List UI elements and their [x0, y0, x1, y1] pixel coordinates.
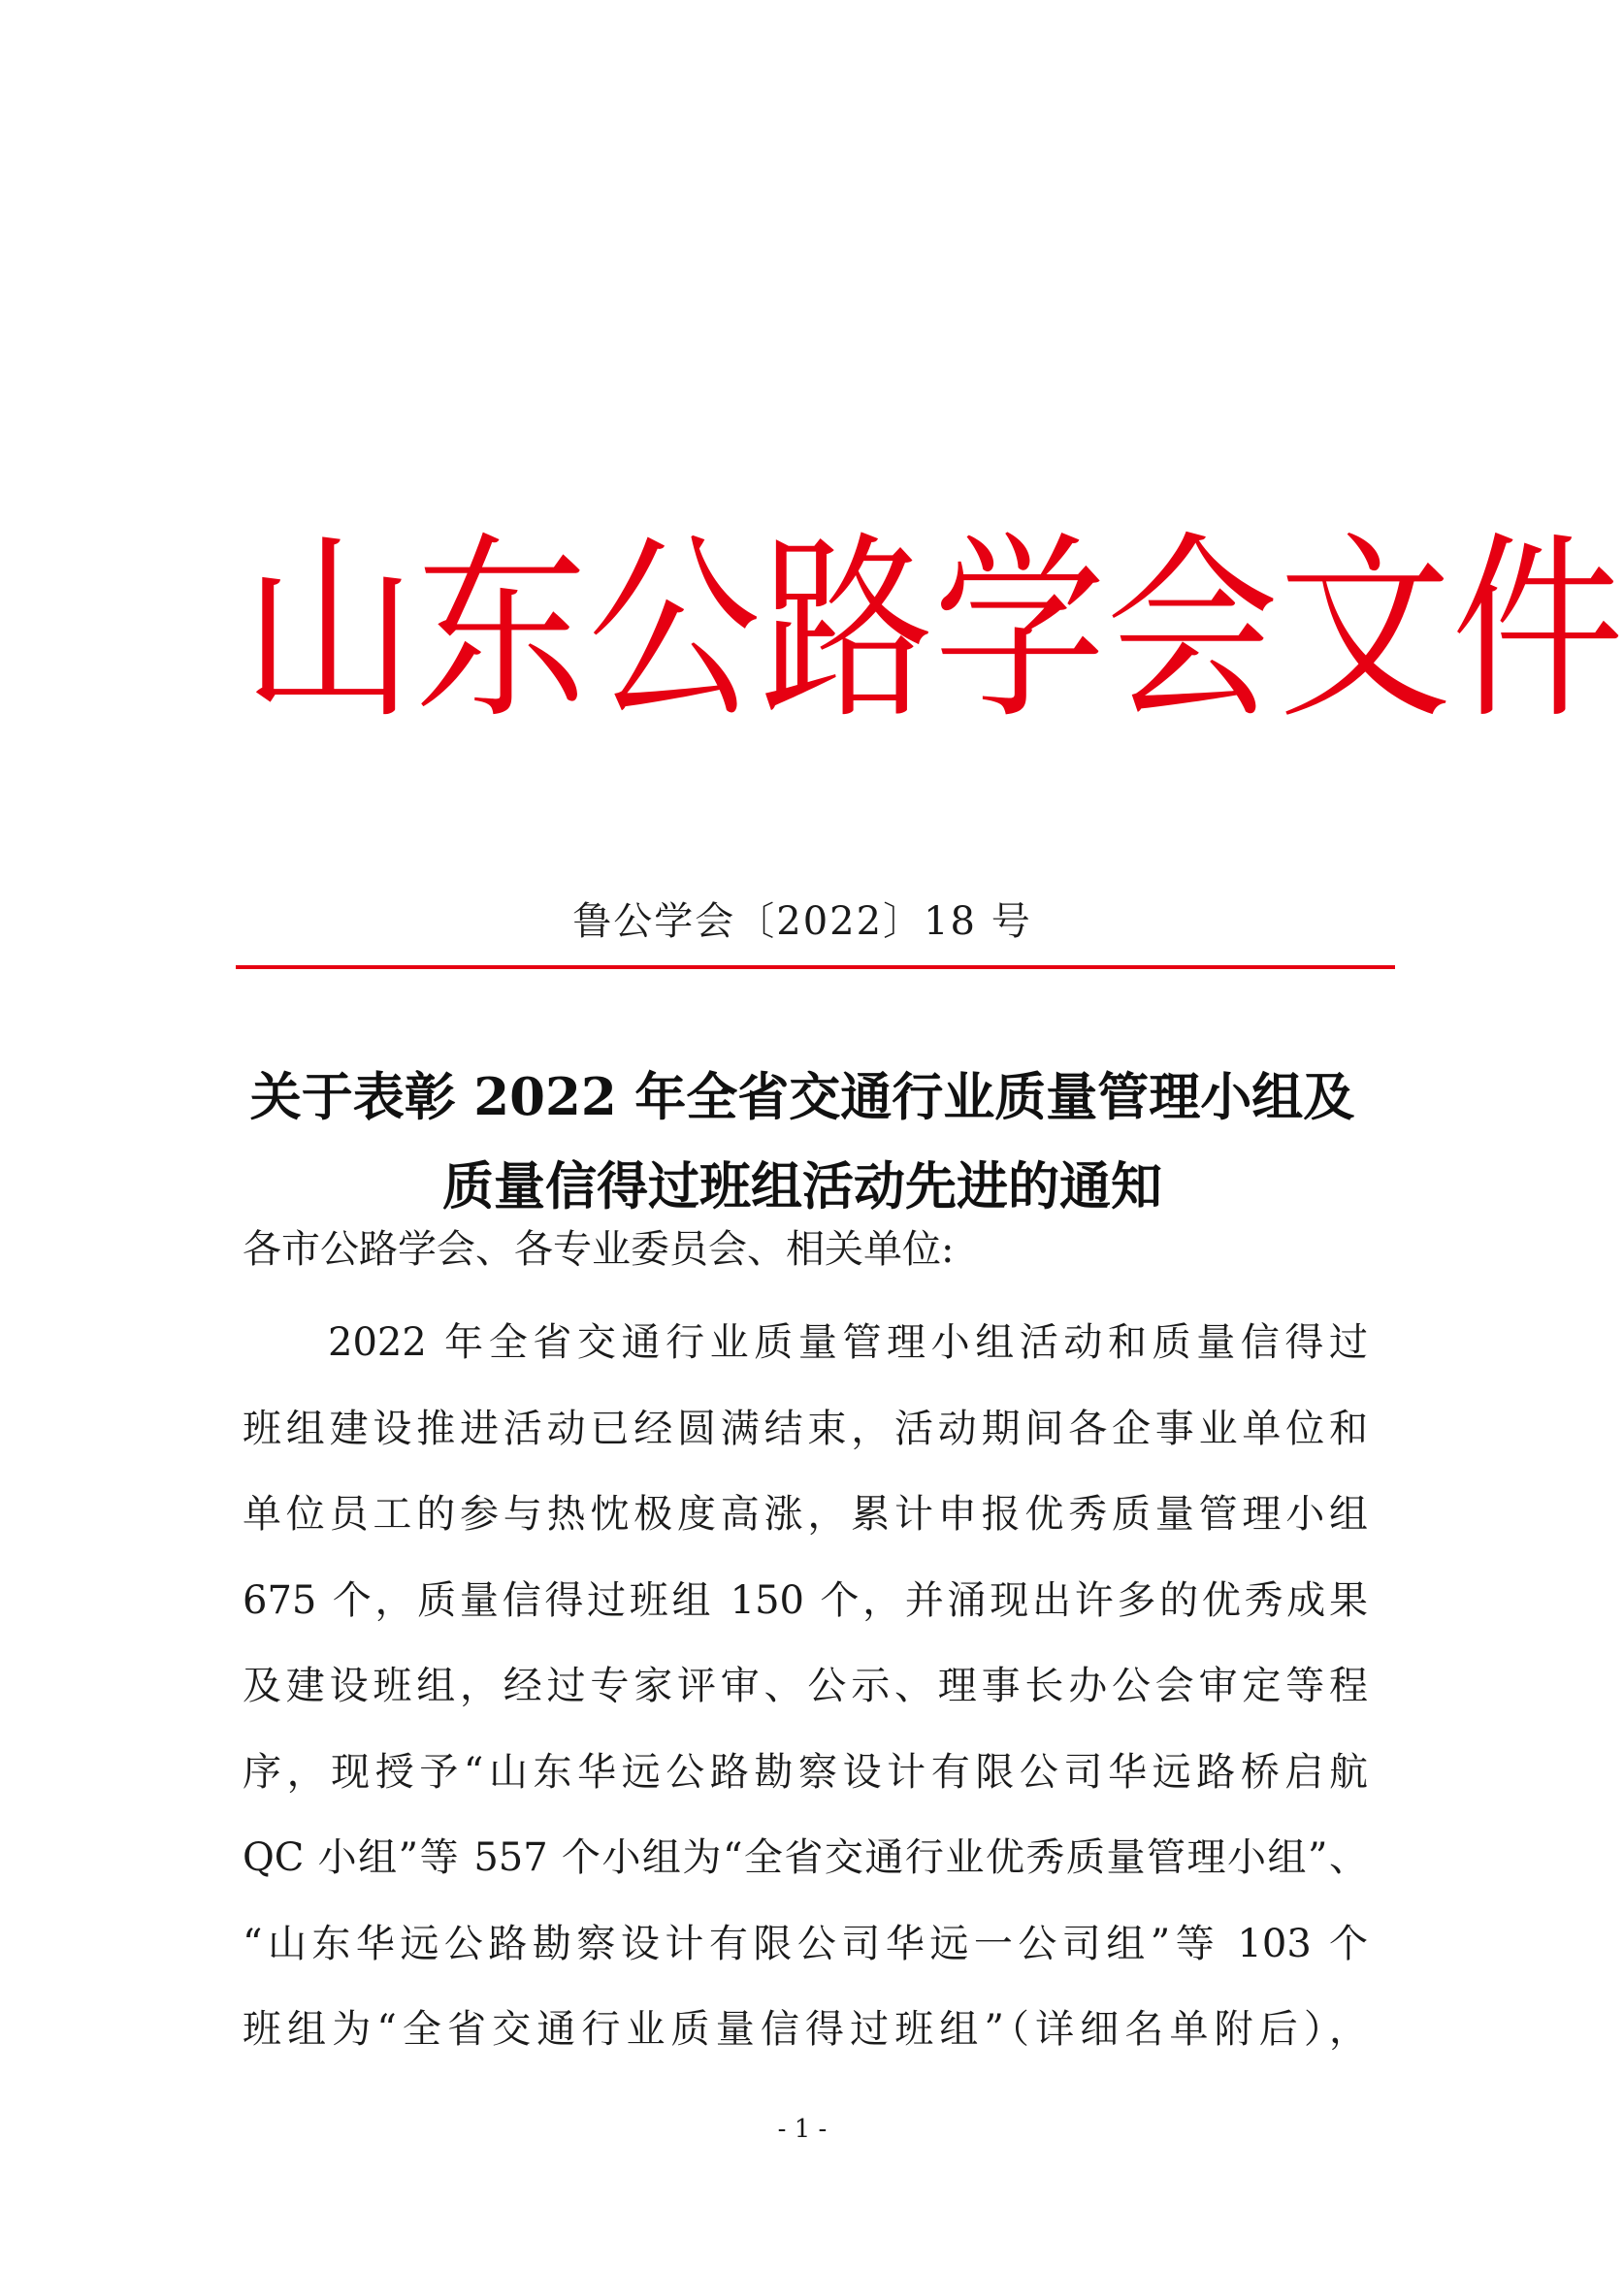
masthead-char: 路: [761, 514, 933, 746]
page-number: - 1 -: [777, 2115, 828, 2144]
body-line: “山东华远公路勘察设计有限公司华远一公司组”等 103 个: [243, 1921, 1368, 1966]
body-line: 675 个，质量信得过班组 150 个，并涌现出许多的优秀成果: [243, 1577, 1368, 1623]
masthead-char: 学: [933, 514, 1106, 746]
masthead-char: 公: [588, 514, 761, 746]
masthead-char: 文: [1279, 514, 1451, 746]
masthead-title: [243, 486, 1624, 776]
salutation: 各市公路学会、各专业委员会、相关单位:: [243, 1227, 955, 1272]
body-line: 班组为“全省交通行业质量信得过班组”（详细名单附后），: [243, 2007, 1368, 2052]
masthead-char: 山: [243, 514, 415, 746]
body-line: 班组建设推进活动已经圆满结束，活动期间各企事业单位和: [243, 1406, 1368, 1451]
title-line-1: 关于表彰 2022 年全省交通行业质量管理小组及: [249, 1067, 1355, 1127]
document-title: [0, 1053, 1605, 1231]
body-paragraph: [243, 1300, 1368, 2073]
body-line: 序，现授予“山东华远公路勘察设计有限公司华远路桥启航: [243, 1749, 1368, 1795]
body-line: QC 小组”等 557 个小组为“全省交通行业优秀质量管理小组”、: [243, 1835, 1368, 1880]
body-line: 2022 年全省交通行业质量管理小组活动和质量信得过: [328, 1320, 1368, 1365]
masthead-char: 会: [1106, 514, 1279, 746]
masthead-char: 东: [415, 514, 588, 746]
title-line-2: 质量信得过班组活动先进的通知: [442, 1156, 1162, 1216]
body-line: 单位员工的参与热忱极度高涨，累计申报优秀质量管理小组: [243, 1492, 1368, 1537]
body-line: 及建设班组，经过专家评审、公示、理事长办公会审定等程: [243, 1664, 1368, 1708]
masthead-char: 件: [1451, 514, 1624, 746]
document-number: 鲁公学会〔2022〕18 号: [572, 899, 1032, 944]
red-divider-line: [236, 965, 1395, 969]
